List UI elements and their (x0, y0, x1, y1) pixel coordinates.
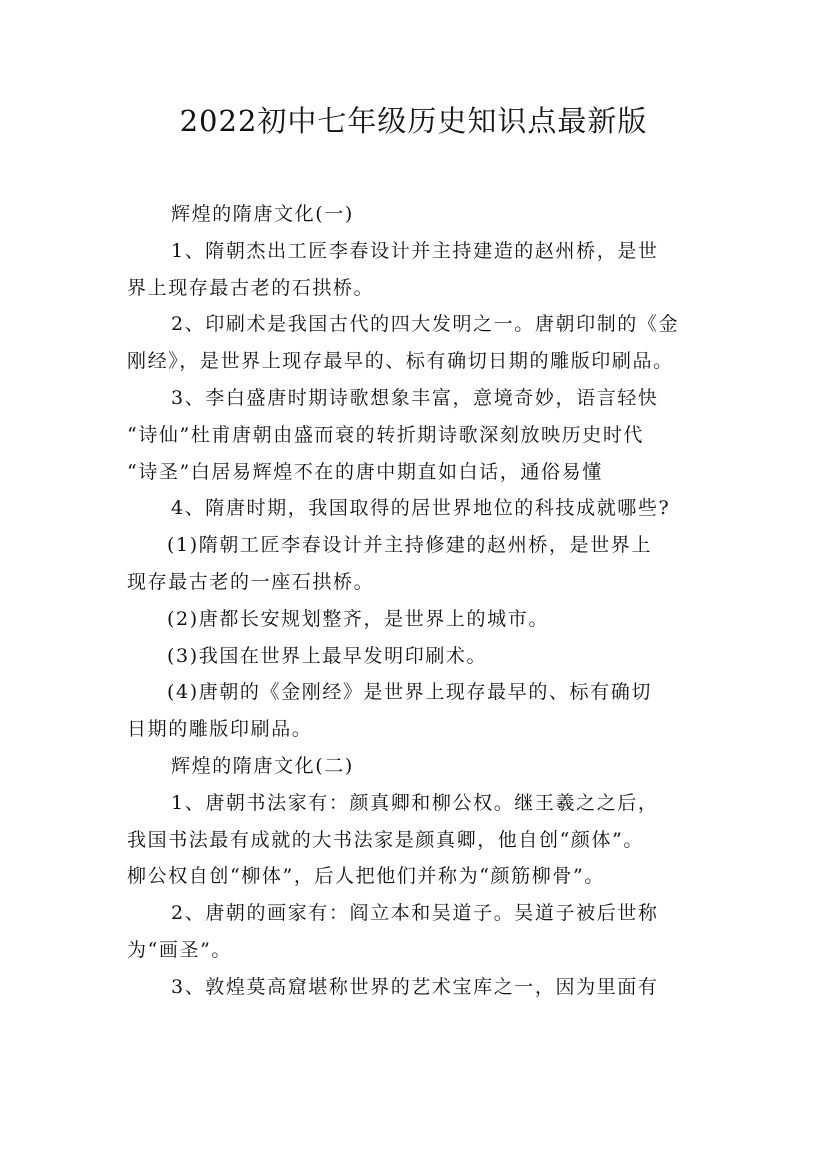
paragraph-line: 4、隋唐时期，我国取得的居世界地位的科技成就哪些? (171, 497, 671, 520)
list-item-line: 日期的雕版印刷品。 (127, 718, 313, 741)
paragraph-line: 柳公权自创“柳体”，后人把他们并称为“颜筋柳骨”。 (127, 865, 605, 888)
paragraph-line: “诗仙”杜甫唐朝由盛而衰的转折期诗歌深刻放映历史时代 (127, 423, 645, 446)
paragraph-line: 2、唐朝的画家有：阎立本和吴道子。吴道子被后世称 (171, 902, 659, 925)
list-item-line: (4)唐朝的《金刚经》是世界上现存最早的、标有确切 (167, 681, 652, 704)
paragraph-line: 1、唐朝书法家有：颜真卿和柳公权。继王羲之之后， (171, 791, 659, 814)
section-heading: 辉煌的隋唐文化(二) (171, 754, 354, 777)
paragraph-line: 1、隋朝杰出工匠李春设计并主持建造的赵州桥，是世 (171, 239, 659, 262)
paragraph-line: 刚经》，是世界上现存最早的、标有确切日期的雕版印刷品。 (127, 350, 674, 373)
paragraph-line: 为“画圣”。 (127, 938, 233, 961)
paragraph-line: 我国书法最有成就的大书法家是颜真卿，他自创“颜体”。 (127, 828, 645, 851)
document-body (127, 196, 707, 1006)
paragraph-line: 界上现存最古老的石拱桥。 (127, 276, 375, 299)
list-item-line: (3)我国在世界上最早发明印刷术。 (167, 644, 488, 667)
paragraph-line: 2、印刷术是我国古代的四大发明之一。唐朝印制的《金 (171, 313, 680, 336)
paragraph-line: 3、李白盛唐时期诗歌想象丰富，意境奇妙，语言轻快 (171, 386, 659, 409)
section-heading: 辉煌的隋唐文化(一) (171, 203, 354, 225)
paragraph-line: “诗圣”白居易辉煌不在的唐中期直如白话，通俗易懂 (127, 460, 603, 483)
paragraph-line: 3、敦煌莫高窟堪称世界的艺术宝库之一，因为里面有 (171, 975, 659, 998)
list-item-line: 现存最古老的一座石拱桥。 (127, 570, 375, 593)
document-title: 2022初中七年级历史知识点最新版 (179, 104, 648, 138)
list-item-line: (2)唐都长安规划整齐，是世界上的城市。 (167, 607, 549, 630)
list-item-line: (1)隋朝工匠李春设计并主持修建的赵州桥，是世界上 (167, 534, 652, 557)
